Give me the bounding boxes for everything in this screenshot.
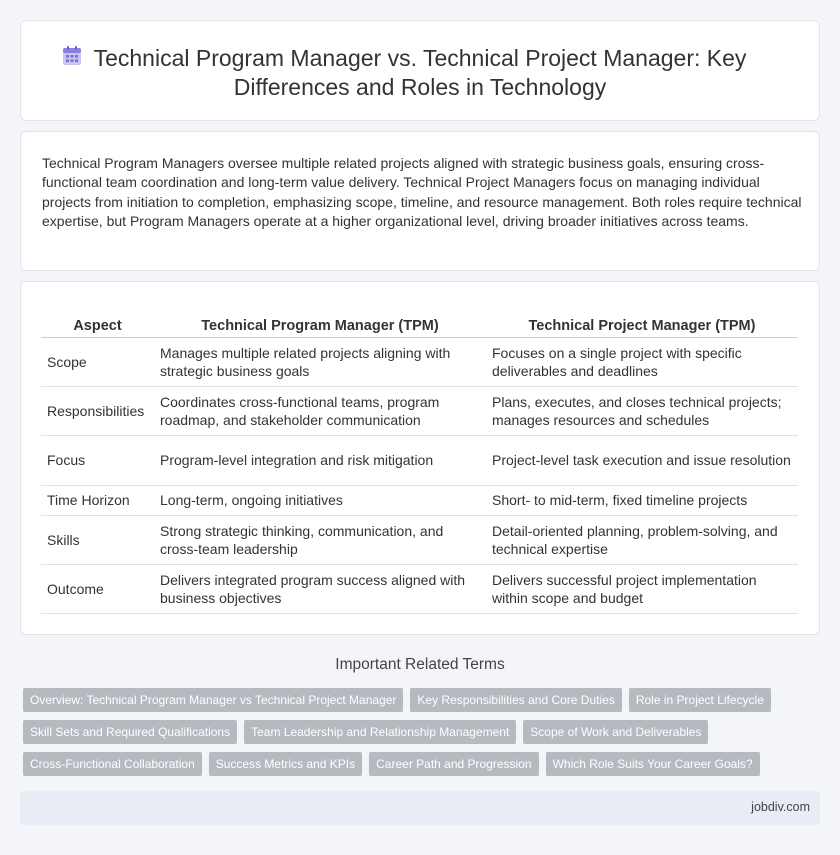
row-aspect: Responsibilities — [41, 386, 154, 435]
related-terms-title: Important Related Terms — [335, 656, 505, 673]
tag-team-leadership[interactable]: Team Leadership and Relationship Management — [244, 720, 516, 744]
row-program-value: Manages multiple related projects aligning with strategic business goals — [154, 337, 486, 386]
intro-text: Technical Program Managers oversee multiple related projects aligned with strategic business goals, ensuring cross-functional team coordination and long-term value delivery. Technical Project Managers focus on managing individual projects from initiation to completion, emphasizing scope, timeline, and resource management. Both roles require technical expertise, but Program Managers operate at a higher organizational level, driving broader initiatives across teams. — [42, 155, 802, 230]
row-project-value: Focuses on a single project with specific deliverables and deadlines — [486, 337, 798, 386]
page-title: Technical Program Manager vs. Technical Project Manager: Key Differences and Roles in Technology — [93, 45, 747, 100]
tag-success-metrics[interactable]: Success Metrics and KPIs — [209, 752, 362, 776]
tag-key-responsibilities[interactable]: Key Responsibilities and Core Duties — [410, 688, 621, 712]
header-aspect: Aspect — [41, 312, 154, 337]
table-row — [41, 564, 798, 613]
intro-card — [20, 131, 820, 271]
tag-overview[interactable]: Overview: Technical Program Manager vs Technical Project Manager — [23, 688, 403, 712]
row-aspect: Scope — [41, 337, 154, 386]
footer — [20, 791, 820, 825]
tag-which-role[interactable]: Which Role Suits Your Career Goals? — [546, 752, 760, 776]
header-program-manager: Technical Program Manager (TPM) — [154, 312, 486, 337]
tag-skill-sets[interactable]: Skill Sets and Required Qualifications — [23, 720, 237, 744]
table-row — [41, 386, 798, 435]
header-project-manager: Technical Project Manager (TPM) — [486, 312, 798, 337]
row-project-value: Delivers successful project implementation within scope and budget — [486, 564, 798, 613]
tag-row — [23, 720, 823, 744]
table-row — [41, 435, 798, 485]
comparison-table — [41, 312, 798, 614]
row-program-value: Delivers integrated program success aligned with business objectives — [154, 564, 486, 613]
row-aspect: Focus — [41, 435, 154, 485]
row-program-value: Coordinates cross-functional teams, program roadmap, and stakeholder communication — [154, 386, 486, 435]
tag-career-path[interactable]: Career Path and Progression — [369, 752, 538, 776]
footer-site-link[interactable]: jobdiv.com — [751, 800, 810, 814]
row-program-value: Long-term, ongoing initiatives — [154, 485, 486, 515]
tag-row — [23, 752, 823, 776]
row-aspect: Time Horizon — [41, 485, 154, 515]
row-aspect: Skills — [41, 515, 154, 564]
table-row — [41, 485, 798, 515]
table-row — [41, 337, 798, 386]
related-terms-list — [23, 688, 823, 784]
tag-cross-functional[interactable]: Cross-Functional Collaboration — [23, 752, 202, 776]
row-aspect: Outcome — [41, 564, 154, 613]
row-project-value: Detail-oriented planning, problem-solving, and technical expertise — [486, 515, 798, 564]
row-program-value: Program-level integration and risk mitigation — [154, 435, 486, 485]
row-program-value: Strong strategic thinking, communication, and cross-team leadership — [154, 515, 486, 564]
table-row — [41, 515, 798, 564]
row-project-value: Short- to mid-term, fixed timeline projects — [486, 485, 798, 515]
row-project-value: Plans, executes, and closes technical projects; manages resources and schedules — [486, 386, 798, 435]
title-card — [20, 20, 820, 121]
row-project-value: Project-level task execution and issue resolution — [486, 435, 798, 485]
tag-row — [23, 688, 823, 712]
tag-scope-of-work[interactable]: Scope of Work and Deliverables — [523, 720, 708, 744]
comparison-table-card — [20, 281, 820, 635]
table-header-row — [41, 312, 798, 337]
tag-project-lifecycle[interactable]: Role in Project Lifecycle — [629, 688, 771, 712]
